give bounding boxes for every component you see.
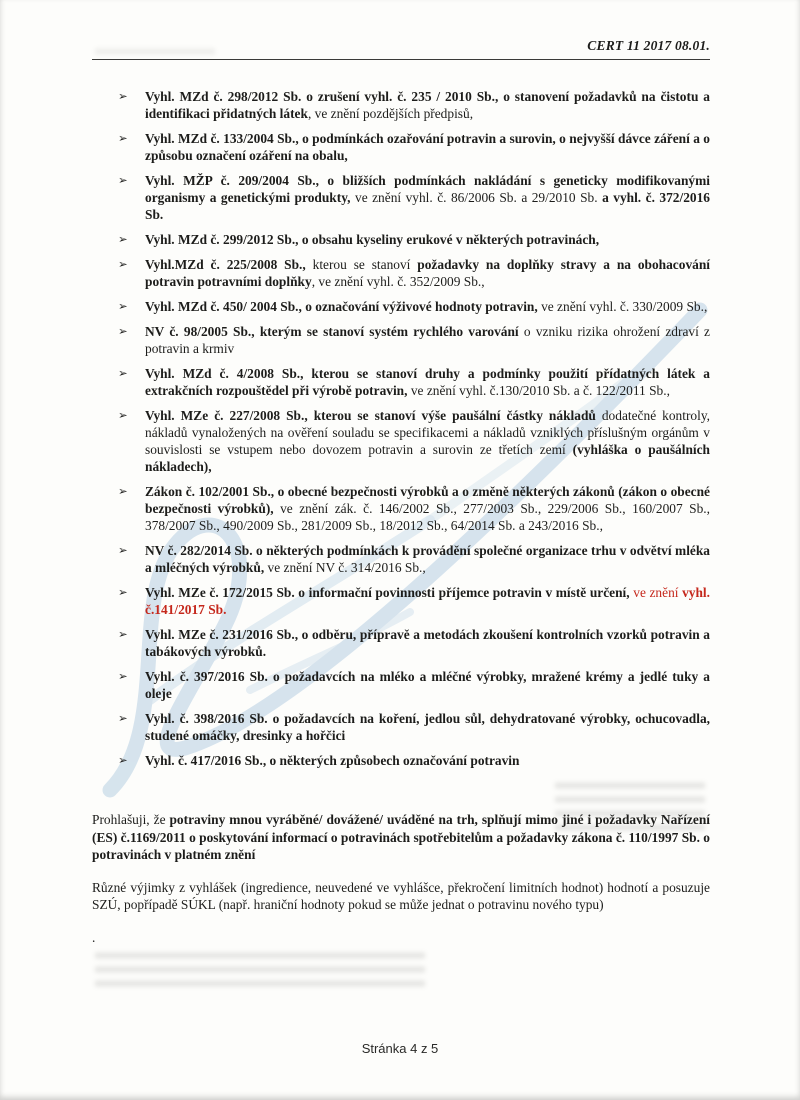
list-item-text (145, 256, 710, 290)
arrow-bullet-icon: ➢ (118, 324, 128, 338)
text-segment: Vyhl. č. 417/2016 Sb., o některých způsobech označování potravin (145, 753, 520, 768)
list-item (92, 584, 710, 618)
list-item-text (145, 298, 710, 315)
text-segment: Vyhl. MZd č. 450/ 2004 Sb., o označování výživové hodnoty potravin, (145, 299, 538, 314)
arrow-bullet-icon: ➢ (118, 89, 128, 103)
list-item-text (145, 323, 710, 357)
list-item (92, 231, 710, 248)
paragraph (92, 929, 710, 947)
arrow-bullet-icon: ➢ (118, 484, 128, 498)
list-item-text (145, 752, 710, 769)
text-segment: a vyhl. č. 372/2016 Sb. (145, 190, 710, 222)
text-segment: Vyhl. MZe č. 227/2008 Sb., kterou se stanoví výše paušální částky nákladů (145, 408, 596, 423)
list-item-text (145, 542, 710, 576)
paragraph (92, 879, 710, 914)
text-segment: ve znění vyhl. č.130/2010 Sb. a č. 122/2011 Sb., (407, 383, 670, 398)
text-segment: kterou se stanoví (305, 257, 418, 272)
text-segment: , ve znění pozdějších předpisů, (307, 106, 474, 121)
text-segment: Vyhl. MŽP č. 209/2004 Sb., o bližších podmínkách nakládání s geneticky modifikovanými organismy a genetickými produkty, (145, 173, 710, 205)
text-segment: , ve znění vyhl. č. 352/2009 Sb., (311, 274, 485, 289)
text-segment: Zákon č. 102/2001 Sb., o obecné bezpečnosti výrobků a o změně některých zákonů (zákon o obecné bezpečnosti výrobků), (145, 484, 710, 516)
text-segment: Prohlašuji, že (92, 812, 170, 827)
text-segment: Vyhl. č. 398/2016 Sb. o požadavcích na koření, jedlou sůl, dehydratované výrobky, ochucovadla, studené omáčky, dresinky a hořčici (145, 711, 710, 743)
list-item (92, 542, 710, 576)
arrow-bullet-icon: ➢ (118, 669, 128, 683)
page-header (92, 38, 710, 54)
list-item (92, 407, 710, 475)
text-segment: Vyhl.MZd č. 225/2008 Sb., (145, 257, 306, 272)
text-segment: vyhl. č.141/2017 Sb. (145, 585, 710, 617)
arrow-bullet-icon: ➢ (118, 232, 128, 246)
text-segment: . (92, 929, 96, 945)
bullet-list (92, 88, 710, 769)
list-item (92, 668, 710, 702)
text-segment: ve znění zák. č. 146/2002 Sb., 277/2003 Sb., 229/2006 Sb., 160/2007 Sb., 378/2007 Sb., 490/2009 Sb., 281/2009 Sb., 18/2012 Sb., 64/2014 Sb. a 243/2016 Sb., (145, 501, 710, 533)
text-segment: Vyhl. MZd č. 4/2008 Sb., kterou se stanoví druhy a podmínky použití přídatných látek a extrakčních rozpouštědel při výrobě potravin, (145, 366, 710, 398)
text-segment: ve znění NV č. 314/2016 Sb., (264, 560, 426, 575)
list-item (92, 483, 710, 534)
text-segment: dodatečné kontroly, nákladů vynaložených na ověření souladu se specifikacemi a nákladů vzniklých příslušným orgánům v souvislosti se vstupem nebo dovozem potravin a surovin ze třetích zemí (145, 408, 710, 457)
text-segment: Vyhl. MZd č. 298/2012 Sb. o zrušení vyhl. č. 235 / 2010 Sb., o stanovení požadavků na čistotu a identifikaci přidatných látek (145, 89, 710, 121)
text-segment: ve znění vyhl. č. 330/2009 Sb., (537, 299, 708, 314)
text-segment: Vyhl. č. 397/2016 Sb. o požadavcích na mléko a mléčné výrobky, mražené krémy a jedlé tuky a oleje (145, 669, 710, 701)
arrow-bullet-icon: ➢ (118, 131, 128, 145)
arrow-bullet-icon: ➢ (118, 173, 128, 187)
list-item (92, 626, 710, 660)
list-item-text (145, 130, 710, 164)
text-segment: ve znění vyhl. č. 86/2006 Sb. a 29/2010 Sb. (350, 190, 603, 205)
list-item-text (145, 407, 710, 475)
text-segment: Vyhl. MZe č. 231/2016 Sb., o odběru, přípravě a metodách zkoušení kontrolních vzorků potravin a tabákových výrobků. (145, 627, 710, 659)
text-segment: ve znění (629, 585, 683, 600)
text-segment: Vyhl. MZe č. 172/2015 Sb. o informační povinnosti příjemce potravin v místě určení, (145, 585, 630, 600)
paragraph (92, 811, 710, 864)
declaration-paragraphs (92, 811, 710, 946)
page-footer (0, 1041, 800, 1056)
list-item (92, 88, 710, 122)
text-segment: Vyhl. MZd č. 133/2004 Sb., o podmínkách ozařování potravin a surovin, o nejvyšší dávce záření a o způsobu označení ozáření na obalu, (145, 131, 710, 163)
text-segment: NV č. 98/2005 Sb., kterým se stanoví systém rychlého varování (145, 324, 519, 339)
document-reference: CERT 11 2017 08.01. (587, 38, 710, 53)
list-item (92, 172, 710, 223)
list-item (92, 752, 710, 769)
list-item-text (145, 88, 710, 122)
text-segment: požadavky na doplňky stravy a na obohacování potravin potravními doplňky (145, 257, 711, 289)
text-segment: potraviny mnou vyráběné/ dovážené/ uváděné na trh, splňují mimo jiné i požadavky Nařízení (ES) č.1169/2011 o poskytování informací o potravinách spotřebitelům a požadavky zákona č. 110/1997 Sb. o potravinách v platném znění (92, 812, 710, 862)
list-item-text (145, 668, 710, 702)
header-rule (92, 59, 710, 60)
list-item (92, 298, 710, 315)
arrow-bullet-icon: ➢ (118, 408, 128, 422)
list-item-text (145, 626, 710, 660)
list-item-text (145, 365, 710, 399)
arrow-bullet-icon: ➢ (118, 543, 128, 557)
list-item (92, 256, 710, 290)
list-item-text (145, 710, 710, 744)
text-segment: (vyhláška o paušálních nákladech), (145, 442, 711, 474)
arrow-bullet-icon: ➢ (118, 585, 128, 599)
arrow-bullet-icon: ➢ (118, 366, 128, 380)
list-item (92, 130, 710, 164)
list-item-text (145, 483, 710, 534)
list-item (92, 710, 710, 744)
list-item (92, 365, 710, 399)
text-segment: NV č. 282/2014 Sb. o některých podmínkách k provádění společné organizace trhu v odvětví mléka a mléčných výrobků, (145, 543, 710, 575)
list-item-text (145, 172, 710, 223)
bleed-through-artifact (95, 948, 425, 994)
arrow-bullet-icon: ➢ (118, 753, 128, 767)
list-item-text (145, 584, 710, 618)
text-segment: o vzniku rizika ohrožení zdraví z potravin a krmiv (145, 324, 710, 356)
arrow-bullet-icon: ➢ (118, 627, 128, 641)
page-number: Stránka 4 z 5 (361, 1041, 439, 1056)
arrow-bullet-icon: ➢ (118, 711, 128, 725)
text-segment: Vyhl. MZd č. 299/2012 Sb., o obsahu kyseliny erukové v některých potravinách, (145, 232, 600, 247)
arrow-bullet-icon: ➢ (118, 299, 128, 313)
list-item-text (145, 231, 710, 248)
text-segment: Různé výjimky z vyhlášek (ingredience, neuvedené ve vyhlášce, překročení limitních hodnot) hodnotí a posuzuje SZÚ, popřípadě SÚKL (např. hraniční hodnoty pokud se může jednat o potravinu nového typu) (92, 879, 710, 912)
arrow-bullet-icon: ➢ (118, 257, 128, 271)
list-item (92, 323, 710, 357)
